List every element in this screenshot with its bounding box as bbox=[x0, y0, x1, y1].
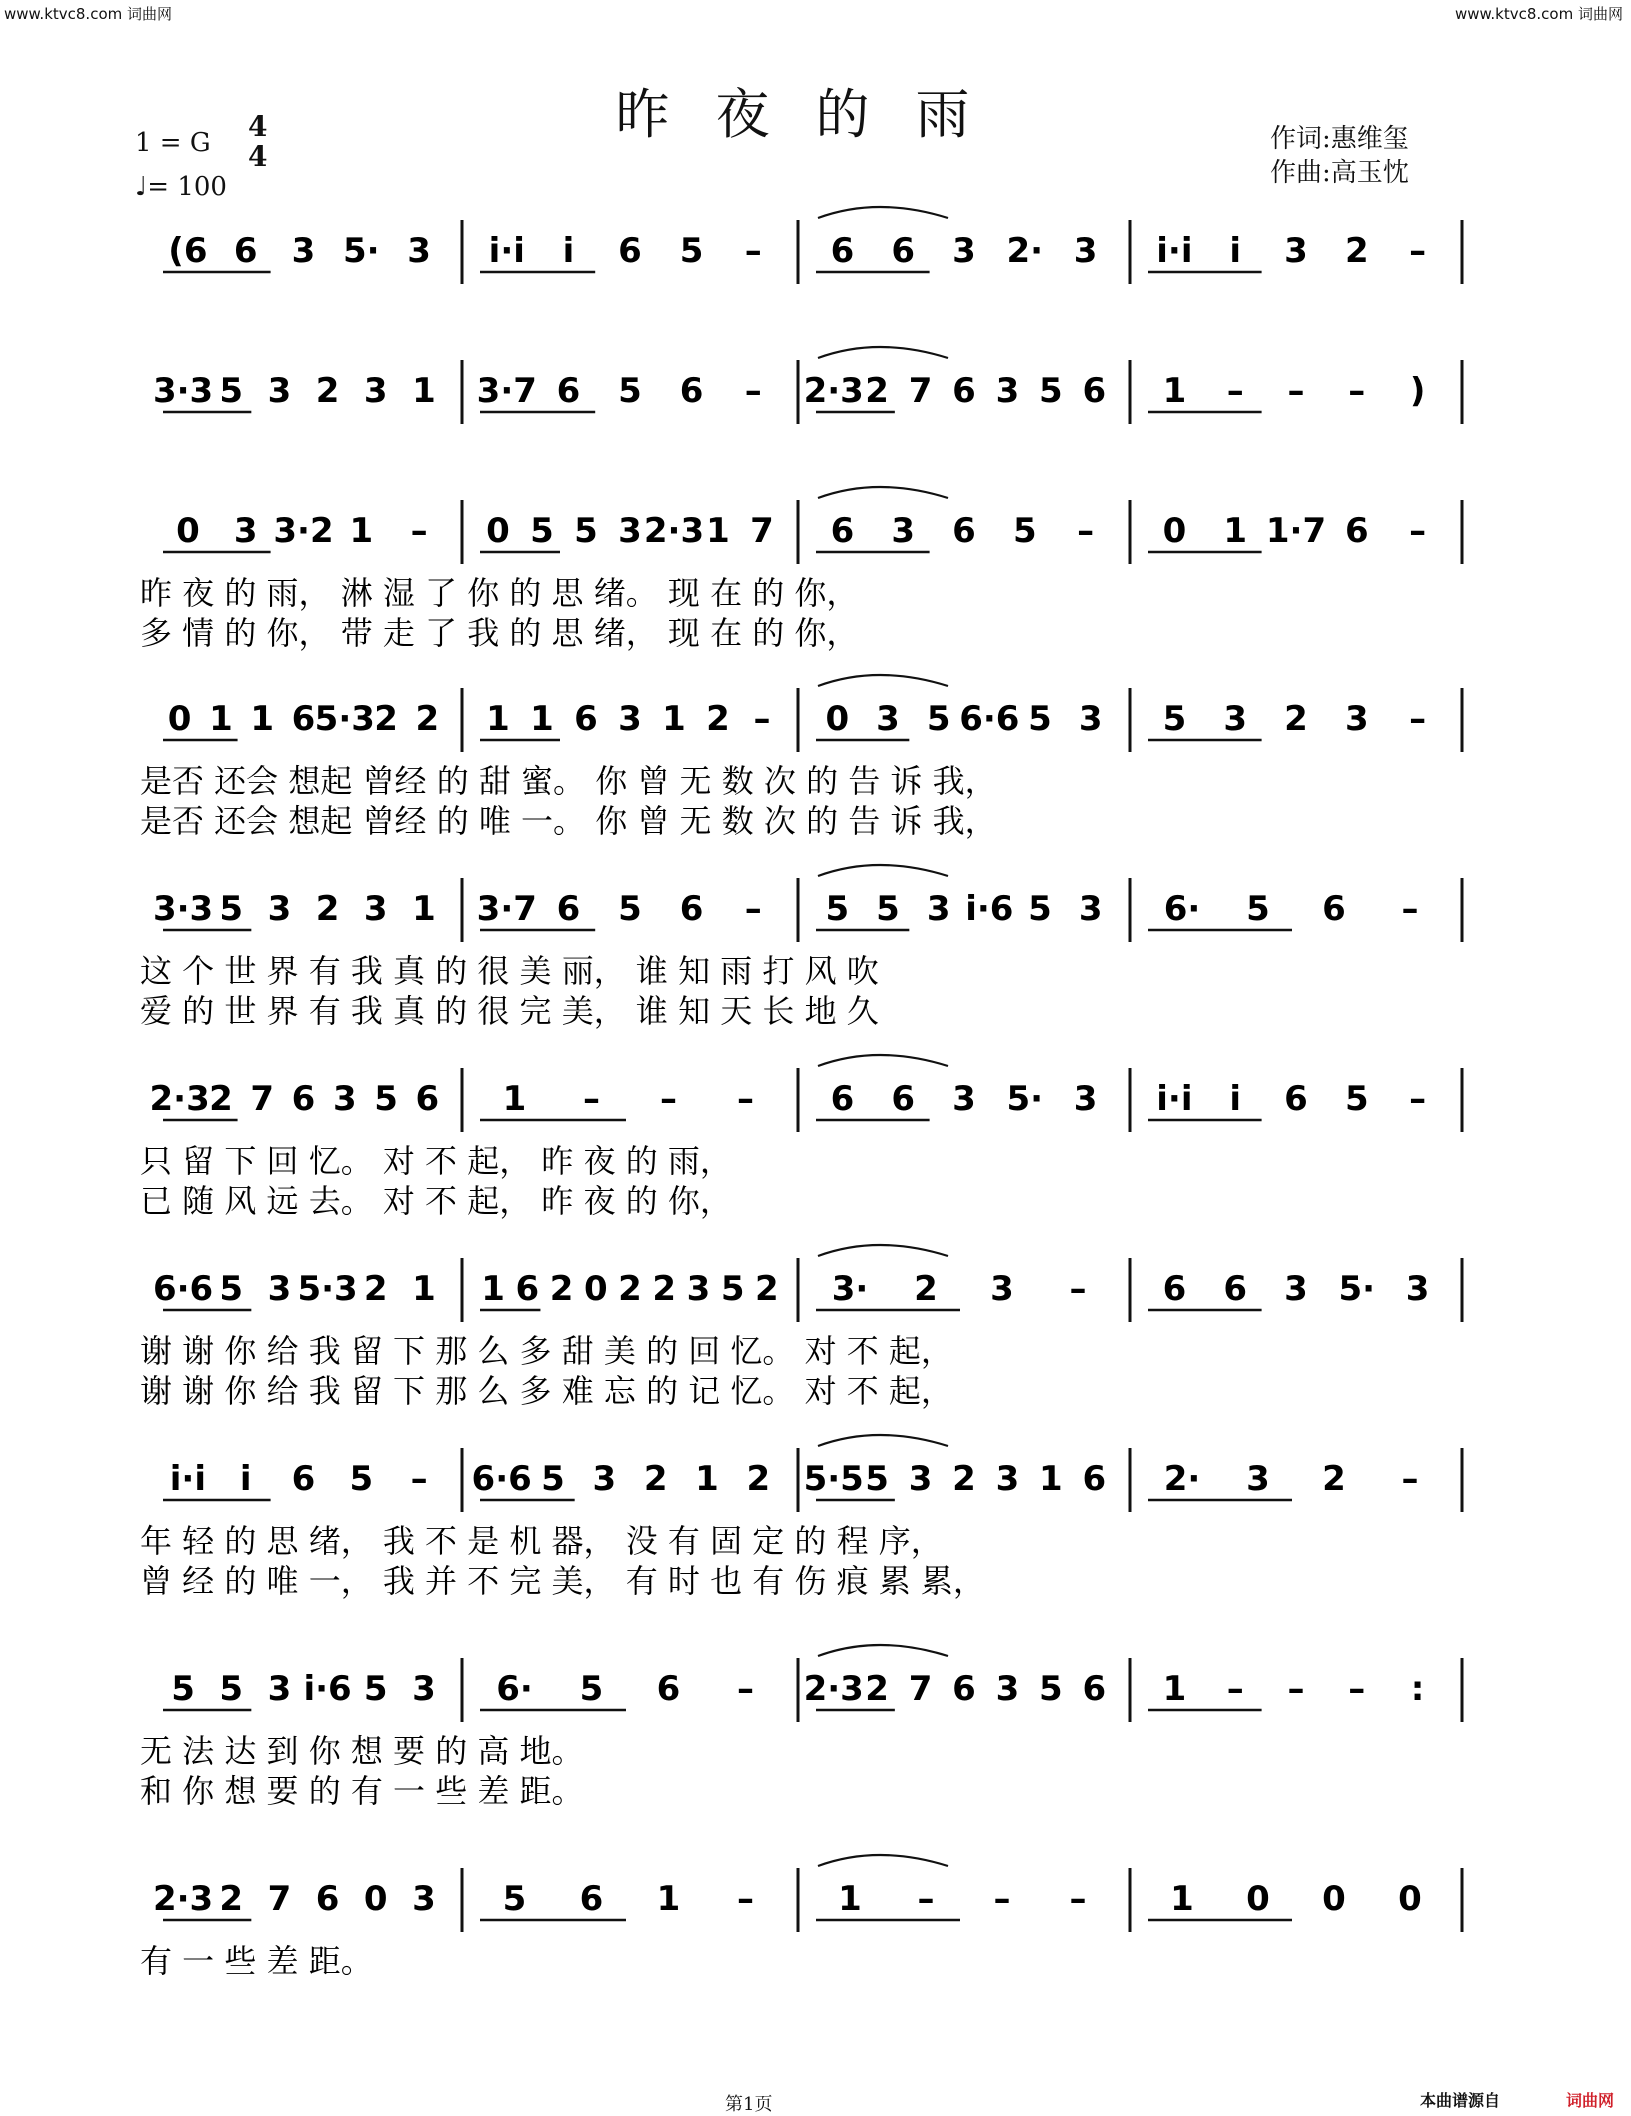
note-glyph: i·i bbox=[1156, 1079, 1193, 1119]
note-glyph: 6 bbox=[1223, 1269, 1248, 1309]
note-glyph: – bbox=[737, 1879, 754, 1919]
note-glyph: 2·3 bbox=[149, 1079, 210, 1119]
note-glyph: 6 bbox=[1082, 1669, 1107, 1709]
note-glyph: 3 bbox=[952, 231, 976, 271]
quarter-note-icon: ♩ bbox=[135, 172, 148, 202]
note-glyph: – bbox=[1069, 1269, 1087, 1309]
note-glyph: 6 bbox=[830, 1079, 855, 1119]
lyric-line: 多 情 的 你， 带 走 了 我 的 思 绪， 现 在 的 你， bbox=[140, 614, 859, 652]
note-glyph: 5 bbox=[219, 1669, 244, 1709]
note-glyph: 2· bbox=[1163, 1459, 1201, 1499]
note-glyph: 2 bbox=[1322, 1459, 1346, 1499]
note-glyph: 1 bbox=[412, 1269, 436, 1309]
note-glyph: – bbox=[744, 371, 762, 411]
tie-arc bbox=[818, 1435, 948, 1446]
tie-arc bbox=[818, 1855, 948, 1866]
note-glyph: 1 bbox=[209, 699, 233, 739]
note-glyph: i bbox=[562, 231, 575, 271]
note-glyph: – bbox=[1226, 371, 1244, 411]
note-glyph: 3 bbox=[1405, 1269, 1430, 1309]
note-glyph: 2 bbox=[209, 1079, 233, 1119]
lyric-line: 谢 谢 你 给 我 留 下 那 么 多 甜 美 的 回 忆。 对 不 起， bbox=[140, 1332, 953, 1370]
note-glyph: – bbox=[753, 699, 771, 739]
note-glyph: 5 bbox=[349, 1459, 374, 1499]
score-row bbox=[140, 675, 1462, 840]
note-glyph: 6 bbox=[891, 231, 916, 271]
note-glyph: 0 bbox=[583, 1269, 608, 1309]
score-row bbox=[140, 865, 1462, 1030]
note-glyph: (6 bbox=[168, 231, 208, 271]
tie-arc bbox=[818, 1245, 948, 1256]
note-glyph: 3· bbox=[831, 1269, 869, 1309]
note-glyph: 5 bbox=[541, 1459, 565, 1499]
note-glyph: 6 bbox=[679, 889, 704, 929]
note-glyph: – bbox=[660, 1079, 677, 1119]
note-glyph: 2 bbox=[1284, 699, 1308, 739]
note-glyph: 6 bbox=[830, 511, 855, 551]
note-glyph: 3 bbox=[267, 889, 292, 929]
note-glyph: 3 bbox=[363, 889, 388, 929]
note-glyph: 6 bbox=[656, 1669, 681, 1709]
note-glyph: 3 bbox=[686, 1269, 711, 1309]
note-glyph: 6·6 bbox=[959, 699, 1020, 739]
note-glyph: 5 bbox=[618, 371, 642, 411]
note-glyph: 6 bbox=[1344, 511, 1369, 551]
note-glyph: 1 bbox=[530, 699, 554, 739]
note-glyph: 3 bbox=[908, 1459, 933, 1499]
note-glyph: – bbox=[737, 1669, 754, 1709]
note-glyph: 0 bbox=[363, 1879, 388, 1919]
lyric-line: 这 个 世 界 有 我 真 的 很 美 丽， 谁 知 雨 打 风 吹 bbox=[140, 952, 879, 990]
note-glyph: 6 bbox=[315, 1879, 340, 1919]
note-glyph: 5 bbox=[1028, 889, 1052, 929]
note-glyph: 2·3 bbox=[803, 371, 864, 411]
lyric-line: 爱 的 世 界 有 我 真 的 很 完 美， 谁 知 天 长 地 久 bbox=[140, 992, 879, 1030]
note-glyph: 2 bbox=[549, 1269, 574, 1309]
note-glyph: 6 bbox=[291, 1459, 316, 1499]
note-glyph: 6 bbox=[415, 1079, 440, 1119]
tie-arc bbox=[818, 1645, 948, 1656]
note-glyph: 6 bbox=[1082, 371, 1107, 411]
note-glyph: 5 bbox=[1162, 699, 1187, 739]
note-glyph: 5 bbox=[1039, 1669, 1063, 1709]
note-glyph: 7 bbox=[908, 371, 933, 411]
note-glyph: 5 bbox=[219, 1269, 244, 1309]
note-glyph: 5 bbox=[374, 1079, 398, 1119]
note-glyph: 6 bbox=[830, 231, 855, 271]
note-glyph: 1 bbox=[1223, 511, 1248, 551]
footer-site-logo[interactable]: 词曲网 bbox=[1566, 2091, 1615, 2110]
tie-arc bbox=[818, 207, 948, 218]
note-glyph: 6 bbox=[679, 371, 704, 411]
note-glyph: 1 bbox=[656, 1879, 681, 1919]
note-glyph: 6 bbox=[515, 1269, 540, 1309]
lyric-line: 无 法 达 到 你 想 要 的 高 地。 bbox=[140, 1732, 584, 1770]
score-rows bbox=[140, 207, 1462, 1980]
note-glyph: 6 bbox=[1284, 1079, 1308, 1119]
note-glyph: 5 bbox=[825, 889, 850, 929]
lyric-line: 是否 还会 想起 曾经 的 唯 一。 你 曾 无 数 次 的 告 诉 我， bbox=[140, 802, 997, 840]
note-glyph: 3 bbox=[363, 371, 388, 411]
note-glyph: 3 bbox=[995, 1669, 1020, 1709]
note-glyph: 6 bbox=[556, 889, 581, 929]
note-glyph: 3 bbox=[952, 1079, 976, 1119]
note-glyph: 5 bbox=[219, 889, 244, 929]
note-glyph: 5 bbox=[1344, 1079, 1369, 1119]
note-glyph: 2 bbox=[643, 1459, 668, 1499]
tie-arc bbox=[818, 487, 948, 498]
note-glyph: 0 bbox=[167, 699, 192, 739]
note-glyph: 6 bbox=[574, 699, 598, 739]
score-row bbox=[140, 1055, 1462, 1220]
note-glyph: 5 bbox=[876, 889, 900, 929]
note-glyph: – bbox=[410, 1459, 428, 1499]
note-glyph: 5 bbox=[171, 1669, 195, 1709]
note-glyph: 1 bbox=[486, 699, 510, 739]
note-glyph: – bbox=[1077, 511, 1095, 551]
note-glyph: – bbox=[744, 889, 762, 929]
note-glyph: 5·5 bbox=[803, 1459, 864, 1499]
note-glyph: – bbox=[744, 231, 762, 271]
note-glyph: 3 bbox=[1078, 699, 1103, 739]
tie-arc bbox=[818, 347, 948, 358]
note-glyph: 1 bbox=[1162, 1669, 1187, 1709]
note-glyph: 2 bbox=[652, 1269, 677, 1309]
page-number: 第1页 bbox=[725, 2094, 773, 2115]
note-glyph: 3 bbox=[618, 511, 642, 551]
note-glyph: 2 bbox=[755, 1269, 779, 1309]
note-glyph: 3 bbox=[1284, 1269, 1308, 1309]
note-glyph: 3 bbox=[1223, 699, 1248, 739]
note-glyph: 1 bbox=[1162, 371, 1187, 411]
note-glyph: 3 bbox=[995, 371, 1020, 411]
note-glyph: 2 bbox=[415, 699, 440, 739]
note-glyph: – bbox=[737, 1079, 754, 1119]
note-glyph: 3 bbox=[291, 231, 316, 271]
note-glyph: – bbox=[917, 1879, 935, 1919]
note-glyph: 2 bbox=[914, 1269, 938, 1309]
note-glyph: 5·3 bbox=[314, 699, 375, 739]
time-signature-bottom: 4 bbox=[248, 140, 268, 173]
note-glyph: 3 bbox=[926, 889, 951, 929]
note-glyph: 1·7 bbox=[1265, 511, 1327, 551]
note-glyph: 1 bbox=[1170, 1879, 1194, 1919]
note-glyph: 2 bbox=[618, 1269, 642, 1309]
score-row bbox=[153, 347, 1462, 424]
lyric-line: 昨 夜 的 雨， 淋 湿 了 你 的 思 绪。 现 在 的 你， bbox=[140, 574, 859, 612]
note-glyph: 2·3 bbox=[803, 1669, 864, 1709]
note-glyph: – bbox=[1287, 371, 1305, 411]
note-glyph: 2 bbox=[865, 371, 889, 411]
note-glyph: 5 bbox=[1039, 371, 1063, 411]
note-glyph: 3 bbox=[407, 231, 431, 271]
watermark-right[interactable]: www.ktvc8.com 词曲网 bbox=[1454, 5, 1623, 23]
note-glyph: i bbox=[1229, 1079, 1242, 1119]
note-glyph: – bbox=[1348, 1669, 1366, 1709]
note-glyph: 6 bbox=[291, 1079, 316, 1119]
note-glyph: 2· bbox=[1006, 231, 1044, 271]
note-glyph: – bbox=[1401, 889, 1419, 929]
score-row bbox=[140, 1855, 1462, 1980]
note-glyph: 2·3 bbox=[643, 511, 705, 551]
note-glyph: 6 bbox=[952, 511, 976, 551]
note-glyph: 1 bbox=[706, 511, 730, 551]
note-glyph: 3·3 bbox=[152, 889, 214, 929]
note-glyph: i·6 bbox=[965, 889, 1014, 929]
note-glyph: 1 bbox=[412, 371, 436, 411]
note-glyph: 5 bbox=[926, 699, 951, 739]
score-row bbox=[140, 1645, 1462, 1810]
note-glyph: 2 bbox=[706, 699, 730, 739]
note-glyph: 3 bbox=[233, 511, 258, 551]
song-title: 昨夜的雨 bbox=[615, 83, 1016, 146]
note-glyph: – bbox=[1287, 1669, 1305, 1709]
note-glyph: 6·6 bbox=[471, 1459, 532, 1499]
note-glyph: 7 bbox=[750, 511, 774, 551]
note-glyph: – bbox=[1409, 1079, 1427, 1119]
note-glyph: 1 bbox=[1039, 1459, 1063, 1499]
note-glyph: 5 bbox=[579, 1669, 604, 1709]
note-glyph: 6· bbox=[496, 1669, 533, 1709]
note-glyph: 6 bbox=[618, 231, 642, 271]
note-glyph: 2 bbox=[374, 699, 398, 739]
watermark-left[interactable]: www.ktvc8.com 词曲网 bbox=[4, 5, 173, 23]
note-glyph: 5· bbox=[1338, 1269, 1376, 1309]
note-glyph: 3 bbox=[990, 1269, 1014, 1309]
lyric-line: 年 轻 的 思 绪， 我 不 是 机 器， 没 有 固 定 的 程 序， bbox=[140, 1522, 943, 1560]
note-glyph: 5·3 bbox=[297, 1269, 358, 1309]
note-glyph: 6 bbox=[1082, 1459, 1107, 1499]
note-glyph: 5 bbox=[502, 1879, 527, 1919]
note-glyph: 6·6 bbox=[152, 1269, 214, 1309]
note-glyph: 2 bbox=[952, 1459, 976, 1499]
lyric-line: 曾 经 的 唯 一， 我 并 不 完 美， 有 时 也 有 伤 痕 累 累， bbox=[140, 1562, 985, 1600]
note-glyph: 5· bbox=[343, 231, 380, 271]
tie-arc bbox=[818, 1055, 948, 1066]
note-glyph: 2 bbox=[219, 1879, 244, 1919]
note-glyph: 3 bbox=[1284, 231, 1308, 271]
note-glyph: – bbox=[410, 511, 428, 551]
key-signature: 1 = G bbox=[135, 128, 211, 158]
lyric-line: 谢 谢 你 给 我 留 下 那 么 多 难 忘 的 记 忆。 对 不 起， bbox=[140, 1372, 953, 1410]
lyric-line: 和 你 想 要 的 有 一 些 差 距。 bbox=[140, 1772, 584, 1810]
tie-arc bbox=[818, 675, 948, 686]
note-glyph: 5 bbox=[530, 511, 554, 551]
note-glyph: 1 bbox=[412, 889, 436, 929]
note-glyph: 3 bbox=[412, 1669, 436, 1709]
note-glyph: i·i bbox=[1156, 231, 1193, 271]
score-row bbox=[140, 487, 1462, 652]
note-glyph: – bbox=[1226, 1669, 1244, 1709]
note-glyph: 2·3 bbox=[152, 1879, 214, 1919]
note-glyph: 3·7 bbox=[476, 889, 537, 929]
note-glyph: 3 bbox=[412, 1879, 436, 1919]
note-glyph: 6 bbox=[952, 1669, 976, 1709]
note-glyph: 5 bbox=[865, 1459, 889, 1499]
note-glyph: 3·2 bbox=[273, 511, 334, 551]
note-glyph: 3 bbox=[891, 511, 916, 551]
note-glyph: 3 bbox=[267, 1669, 292, 1709]
note-glyph: 2 bbox=[1344, 231, 1369, 271]
note-glyph: 3·7 bbox=[476, 371, 537, 411]
note-glyph: 5· bbox=[1006, 1079, 1044, 1119]
note-glyph: 3 bbox=[876, 699, 900, 739]
note-glyph: – bbox=[1409, 511, 1427, 551]
note-glyph: 6 bbox=[1162, 1269, 1187, 1309]
note-glyph: 5 bbox=[219, 371, 244, 411]
note-glyph: 6 bbox=[952, 371, 976, 411]
note-glyph: 3 bbox=[1246, 1459, 1270, 1499]
note-glyph: 3·3 bbox=[152, 371, 214, 411]
note-glyph: 3 bbox=[995, 1459, 1020, 1499]
note-glyph: – bbox=[1409, 699, 1427, 739]
lyric-line: 是否 还会 想起 曾经 的 甜 蜜。 你 曾 无 数 次 的 告 诉 我， bbox=[140, 762, 997, 800]
note-glyph: 0 bbox=[825, 699, 850, 739]
note-glyph: 3 bbox=[592, 1459, 617, 1499]
lyric-line: 有 一 些 差 距。 bbox=[140, 1942, 373, 1980]
note-glyph: 5 bbox=[1028, 699, 1052, 739]
note-glyph: 5 bbox=[679, 231, 704, 271]
note-glyph: 6· bbox=[1163, 889, 1201, 929]
note-glyph: 6 bbox=[891, 1079, 916, 1119]
note-glyph: – bbox=[1348, 371, 1366, 411]
lyricist-credit: 作词:惠维玺 bbox=[1270, 124, 1409, 154]
note-glyph: 6 bbox=[556, 371, 581, 411]
score-row bbox=[140, 1245, 1462, 1410]
note-glyph: 1 bbox=[662, 699, 686, 739]
tempo-value: = 100 bbox=[147, 172, 227, 202]
footer-source-label: 本曲谱源自 bbox=[1420, 2091, 1501, 2110]
note-glyph: – bbox=[1409, 231, 1427, 271]
note-glyph: – bbox=[583, 1079, 600, 1119]
note-glyph: i·i bbox=[169, 1459, 207, 1499]
note-glyph: 3 bbox=[267, 1269, 292, 1309]
note-glyph: i·i bbox=[488, 231, 525, 271]
lyric-line: 已 随 风 远 去。 对 不 起， 昨 夜 的 你， bbox=[140, 1182, 732, 1220]
note-glyph: 2 bbox=[865, 1669, 889, 1709]
note-glyph: 6 bbox=[233, 231, 258, 271]
note-glyph: 1 bbox=[250, 699, 275, 739]
time-signature-top: 4 bbox=[248, 110, 268, 143]
note-glyph: 0 bbox=[176, 511, 200, 551]
note-glyph: 3 bbox=[618, 699, 642, 739]
note-glyph: 3 bbox=[1073, 1079, 1098, 1119]
note-glyph: 5 bbox=[1246, 889, 1270, 929]
note-glyph: 7 bbox=[908, 1669, 933, 1709]
note-glyph: 3 bbox=[1073, 231, 1098, 271]
note-glyph: 6 bbox=[1322, 889, 1346, 929]
note-glyph: 0 bbox=[1162, 511, 1187, 551]
note-glyph: 5 bbox=[574, 511, 598, 551]
note-glyph: 3 bbox=[1344, 699, 1369, 739]
note-glyph: – bbox=[1069, 1879, 1087, 1919]
lyric-line: 只 留 下 回 忆。 对 不 起， 昨 夜 的 雨， bbox=[140, 1142, 732, 1180]
note-glyph: 1 bbox=[838, 1879, 862, 1919]
note-glyph: 7 bbox=[250, 1079, 275, 1119]
note-glyph: 2 bbox=[746, 1459, 771, 1499]
note-glyph: 1 bbox=[502, 1079, 527, 1119]
note-glyph: 0 bbox=[486, 511, 510, 551]
note-glyph: 5 bbox=[1012, 511, 1037, 551]
note-glyph: – bbox=[993, 1879, 1011, 1919]
note-glyph: 5 bbox=[618, 889, 642, 929]
note-glyph: 1 bbox=[695, 1459, 719, 1499]
note-glyph: 3 bbox=[267, 371, 292, 411]
note-glyph: ) bbox=[1409, 371, 1426, 411]
score-row bbox=[163, 207, 1462, 284]
note-glyph: 7 bbox=[267, 1879, 292, 1919]
note-glyph: 6 bbox=[579, 1879, 604, 1919]
note-glyph: : bbox=[1410, 1669, 1425, 1709]
note-glyph: 5 bbox=[720, 1269, 745, 1309]
note-glyph: 0 bbox=[1246, 1879, 1270, 1919]
note-glyph: 0 bbox=[1322, 1879, 1346, 1919]
score-row bbox=[140, 1435, 1462, 1600]
note-glyph: 6 bbox=[291, 699, 316, 739]
note-glyph: i·6 bbox=[303, 1669, 352, 1709]
note-glyph: 3 bbox=[1078, 889, 1103, 929]
note-glyph: 1 bbox=[481, 1269, 505, 1309]
note-glyph: i bbox=[1229, 231, 1242, 271]
note-glyph: 0 bbox=[1398, 1879, 1422, 1919]
note-glyph: 2 bbox=[315, 371, 340, 411]
tie-arc bbox=[818, 865, 948, 876]
note-glyph: 2 bbox=[315, 889, 340, 929]
note-glyph: i bbox=[239, 1459, 252, 1499]
note-glyph: 3 bbox=[332, 1079, 357, 1119]
note-glyph: 5 bbox=[363, 1669, 388, 1709]
note-glyph: 2 bbox=[363, 1269, 388, 1309]
composer-credit: 作曲:高玉忱 bbox=[1270, 158, 1409, 188]
note-glyph: – bbox=[1401, 1459, 1419, 1499]
note-glyph: 1 bbox=[349, 511, 374, 551]
